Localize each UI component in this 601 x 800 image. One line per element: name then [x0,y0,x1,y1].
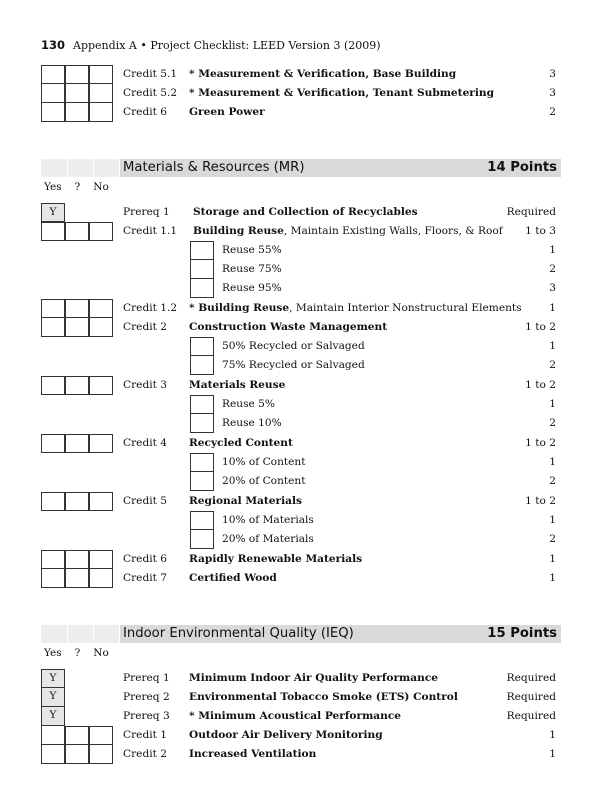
option-row [0,337,601,356]
option-title: Reuse 55% [222,244,282,256]
maybe-checkbox[interactable] [65,318,89,337]
option-checkbox[interactable] [190,472,214,491]
option-points: 2 [549,475,556,487]
option-row [0,241,601,260]
option-title: 50% Recycled or Salvaged [222,340,365,352]
credit-row [0,550,601,569]
credit-points: 3 [549,87,556,99]
maybe-checkbox[interactable] [65,299,89,318]
credit-points: 1 to 2 [525,379,556,391]
maybe-checkbox[interactable] [65,550,89,569]
option-points: 1 [549,456,556,468]
credit-title: Outdoor Air Delivery Monitoring [189,729,383,741]
credit-label: Credit 1.1 [123,225,178,237]
maybe-checkbox[interactable] [65,103,89,122]
credit-label: Prereq 1 [123,672,170,684]
credit-row [0,222,601,241]
no-checkbox[interactable] [89,65,113,84]
option-checkbox[interactable] [190,453,214,472]
maybe-checkbox[interactable] [65,65,89,84]
credit-row [0,569,601,588]
yes-checkbox[interactable] [41,492,65,511]
maybe-checkbox[interactable] [65,726,89,745]
option-row [0,511,601,530]
maybe-column-label: ? [74,181,81,193]
credit-row [0,492,601,511]
yes-checkbox[interactable] [41,726,65,745]
credit-points: 1 to 2 [525,437,556,449]
option-row [0,472,601,491]
yes-maybe-no-header [44,181,109,193]
option-points: 2 [549,263,556,275]
option-checkbox[interactable] [190,530,214,549]
credit-title: * Measurement & Verification, Base Building [189,68,457,80]
option-points: 1 [549,340,556,352]
credit-row [0,434,601,453]
option-title: Reuse 75% [222,263,282,275]
credit-label: Credit 2 [123,748,167,760]
section-points: 14 Points [487,160,557,175]
prereq-row [0,669,601,688]
maybe-checkbox[interactable] [65,434,89,453]
credit-points: 1 [549,572,556,584]
credit-points: 3 [549,68,556,80]
credit-points: Required [506,691,556,703]
option-row [0,260,601,279]
credit-title: * Measurement & Verification, Tenant Submetering [189,87,495,99]
option-points: 1 [549,244,556,256]
option-checkbox[interactable] [190,395,214,414]
credit-row [0,376,601,395]
option-checkbox[interactable] [190,241,214,260]
option-checkbox[interactable] [190,279,214,298]
yes-checkbox[interactable] [41,434,65,453]
credit-points: 1 to 3 [525,225,556,237]
option-row [0,453,601,472]
credit-row [0,745,601,764]
credit-row [0,299,601,318]
maybe-checkbox[interactable] [65,222,89,241]
running-title: Appendix A • Project Checklist: LEED Version 3 (2009) [73,39,381,52]
credit-label: Prereq 1 [123,206,170,218]
credit-points: 1 to 2 [525,321,556,333]
maybe-checkbox[interactable] [65,569,89,588]
option-title: 20% of Content [222,475,306,487]
credit-label: Credit 1 [123,729,167,741]
credit-label: Credit 6 [123,553,167,565]
no-checkbox[interactable] [89,550,113,569]
section-header-ieq [41,625,561,643]
no-checkbox[interactable] [89,726,113,745]
option-points: 2 [549,417,556,429]
credit-title: Rapidly Renewable Materials [189,553,363,565]
credit-points: 1 [549,553,556,565]
credit-title: * Building Reuse, Maintain Interior Nonstructural Elements [189,302,522,314]
yes-checkbox[interactable] [41,84,65,103]
credit-points: Required [506,710,556,722]
section-title: Indoor Environmental Quality (IEQ) [123,626,354,641]
section-points: 15 Points [487,626,557,641]
credit-points: Required [506,206,556,218]
no-checkbox[interactable] [89,299,113,318]
yes-checkbox[interactable] [41,65,65,84]
prereq-row [0,688,601,707]
option-row [0,279,601,298]
yes-checkbox[interactable] [41,103,65,122]
no-checkbox[interactable] [89,318,113,337]
section-header-mr [41,159,561,177]
credit-label: Prereq 3 [123,710,170,722]
credit-title: Recycled Content [189,437,293,449]
maybe-column-label: ? [74,647,81,659]
yes-checkbox[interactable] [41,550,65,569]
no-checkbox[interactable] [89,84,113,103]
credit-title: Certified Wood [189,572,277,584]
option-row [0,530,601,549]
yes-checkbox[interactable]: Y [41,688,65,707]
credit-label: Prereq 2 [123,691,170,703]
credit-points: 1 [549,302,556,314]
yes-checkbox[interactable]: Y [41,669,65,688]
yes-checkbox[interactable] [41,299,65,318]
option-title: 10% of Content [222,456,306,468]
credit-points: Required [506,672,556,684]
option-title: Reuse 10% [222,417,282,429]
option-title: 75% Recycled or Salvaged [222,359,365,371]
credit-label: Credit 6 [123,106,167,118]
yes-checkbox[interactable] [41,745,65,764]
no-checkbox[interactable] [89,434,113,453]
running-header [41,38,381,52]
credit-title: Construction Waste Management [189,321,388,333]
option-row [0,356,601,375]
credit-points: 1 [549,729,556,741]
maybe-checkbox[interactable] [65,84,89,103]
option-title: Reuse 95% [222,282,282,294]
credit-title: Storage and Collection of Recyclables [193,206,418,218]
credit-label: Credit 7 [123,572,167,584]
option-title: 20% of Materials [222,533,314,545]
no-checkbox[interactable] [89,569,113,588]
credit-row [0,726,601,745]
credit-title: Increased Ventilation [189,748,317,760]
no-checkbox[interactable] [89,222,113,241]
credit-label: Credit 2 [123,321,167,333]
credit-label: Credit 5.1 [123,68,178,80]
yes-column-label: Yes [44,181,62,193]
credit-row [0,318,601,337]
option-checkbox[interactable] [190,337,214,356]
option-points: 1 [549,514,556,526]
credit-title: Regional Materials [189,495,303,507]
no-checkbox[interactable] [89,745,113,764]
option-checkbox[interactable] [190,511,214,530]
option-row [0,395,601,414]
credit-points: 1 [549,748,556,760]
yes-checkbox[interactable]: Y [41,707,65,726]
maybe-checkbox[interactable] [65,492,89,511]
option-title: Reuse 5% [222,398,275,410]
credit-row [0,65,601,84]
credit-points: 2 [549,106,556,118]
yes-checkbox[interactable] [41,318,65,337]
option-title: 10% of Materials [222,514,314,526]
credit-title: Building Reuse, Maintain Existing Walls, Floors, & Roof [193,225,503,237]
option-points: 3 [549,282,556,294]
option-points: 2 [549,533,556,545]
no-checkbox[interactable] [89,376,113,395]
maybe-checkbox[interactable] [65,376,89,395]
credit-label: Credit 4 [123,437,167,449]
option-checkbox[interactable] [190,260,214,279]
yes-column-label: Yes [44,647,62,659]
credit-title: Minimum Indoor Air Quality Performance [189,672,439,684]
no-column-label: No [93,647,109,659]
maybe-checkbox[interactable] [65,745,89,764]
credit-title: * Minimum Acoustical Performance [189,710,402,722]
option-checkbox[interactable] [190,414,214,433]
option-checkbox[interactable] [190,356,214,375]
credit-label: Credit 3 [123,379,167,391]
credit-row [0,103,601,122]
no-checkbox[interactable] [89,492,113,511]
yes-checkbox[interactable] [41,569,65,588]
yes-checkbox[interactable] [41,222,65,241]
credit-label: Credit 5.2 [123,87,178,99]
prereq-row [0,707,601,726]
yes-checkbox[interactable] [41,376,65,395]
prereq-row [0,203,601,222]
credit-label: Credit 5 [123,495,167,507]
credit-row [0,84,601,103]
credit-title: Materials Reuse [189,379,286,391]
page-number: 130 [41,38,66,52]
no-column-label: No [93,181,109,193]
option-points: 1 [549,398,556,410]
credit-title: Environmental Tobacco Smoke (ETS) Control [189,691,458,703]
credit-label: Credit 1.2 [123,302,178,314]
section-title: Materials & Resources (MR) [123,160,305,175]
credit-points: 1 to 2 [525,495,556,507]
credit-title: Green Power [189,106,265,118]
yes-maybe-no-header [44,647,109,659]
option-points: 2 [549,359,556,371]
no-checkbox[interactable] [89,103,113,122]
option-row [0,414,601,433]
yes-checkbox[interactable]: Y [41,203,65,222]
